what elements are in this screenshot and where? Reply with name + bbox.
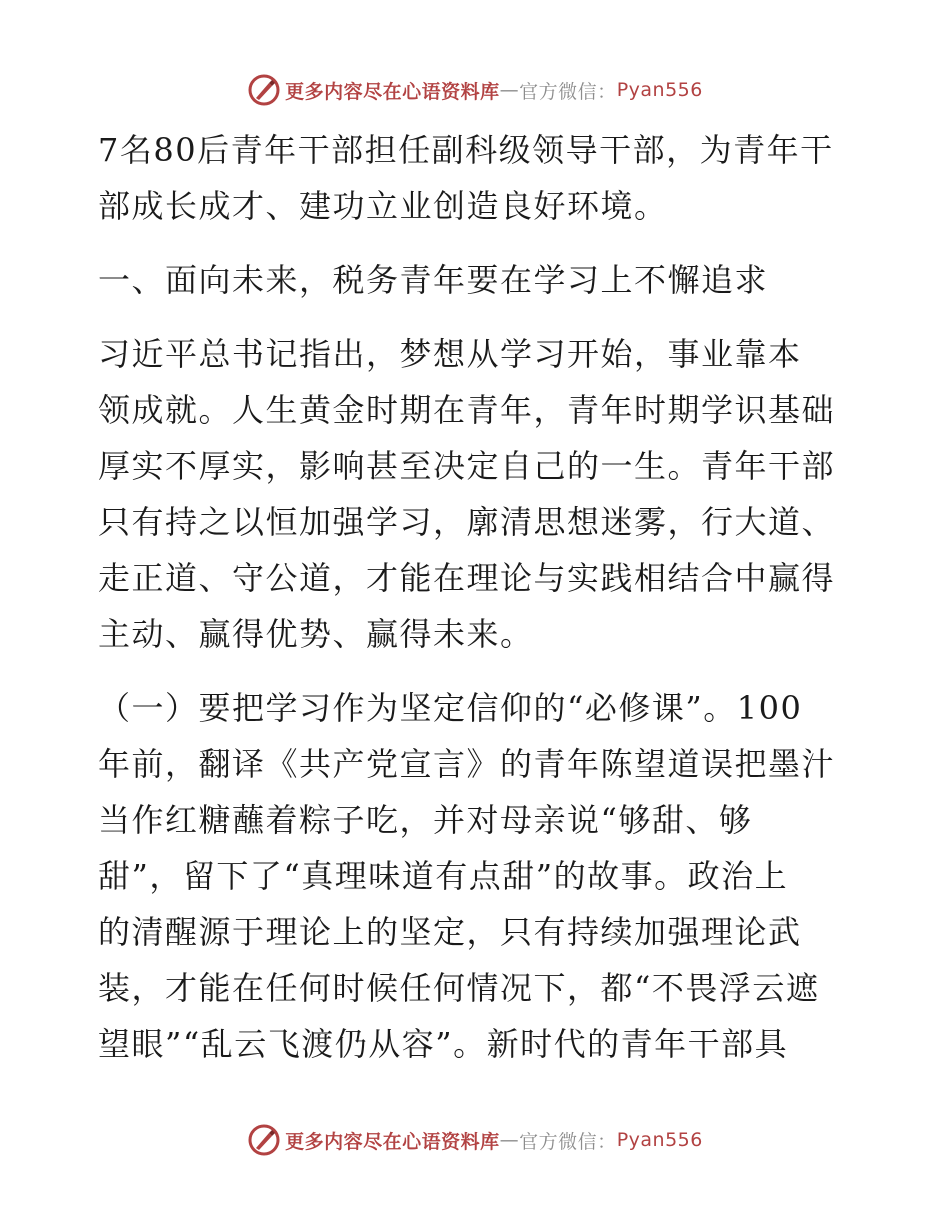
text-line: 7名80后青年干部担任副科级领导干部，为青年干 xyxy=(98,131,834,169)
footer-watermark xyxy=(0,1120,950,1160)
heading-line: 一、面向未来，税务青年要在学习上不懈追求 xyxy=(98,261,769,299)
text-line: 当作红糖蘸着粽子吃，并对母亲说“够甜、够 xyxy=(98,801,753,839)
text-line: 年前，翻译《共产党宣言》的青年陈望道误把墨汁 xyxy=(98,745,836,783)
watermark-wechat-id: Pyan556 xyxy=(616,79,703,101)
watermark-dash: — xyxy=(499,79,520,101)
text-line: 习近平总书记指出，梦想从学习开始，事业靠本 xyxy=(98,335,802,373)
watermark-sub-text: 官方微信： xyxy=(519,80,617,103)
watermark-sub-text: 官方微信： xyxy=(519,1130,617,1153)
text-line: 装，才能在任何时候任何情况下，都“不畏浮云遮 xyxy=(98,969,820,1007)
watermark-main-text: 更多内容尽在心语资料库 xyxy=(285,1130,500,1153)
text-line: 望眼”“乱云飞渡仍从容”。新时代的青年干部具 xyxy=(98,1025,789,1063)
paragraph xyxy=(98,680,858,1072)
text-line: 走正道、守公道，才能在理论与实践相结合中赢得 xyxy=(98,559,836,597)
text-line: （一）要把学习作为坚定信仰的“必修课”。100 xyxy=(98,689,803,727)
pen-logo-icon xyxy=(247,73,281,107)
text-line: 甜”，留下了“真理味道有点甜”的故事。政治上 xyxy=(98,857,789,895)
text-line: 只有持之以恒加强学习，廓清思想迷雾，行大道、 xyxy=(98,503,836,541)
section-heading xyxy=(98,252,858,308)
text-line: 厚实不厚实，影响甚至决定自己的一生。青年干部 xyxy=(98,447,836,485)
watermark-main-text: 更多内容尽在心语资料库 xyxy=(285,80,500,103)
header-watermark xyxy=(0,70,950,110)
watermark-dash: — xyxy=(499,1129,520,1151)
pen-logo-icon xyxy=(247,1123,281,1157)
text-line: 的清醒源于理论上的坚定，只有持续加强理论武 xyxy=(98,913,802,951)
text-line: 领成就。人生黄金时期在青年，青年时期学识基础 xyxy=(98,391,836,429)
paragraph xyxy=(98,122,858,234)
text-line: 部成长成才、建功立业创造良好环境。 xyxy=(98,187,668,225)
paragraph xyxy=(98,326,858,662)
watermark-wechat-id: Pyan556 xyxy=(616,1129,703,1151)
document-body xyxy=(98,122,858,1072)
text-line: 主动、赢得优势、赢得未来。 xyxy=(98,615,534,653)
